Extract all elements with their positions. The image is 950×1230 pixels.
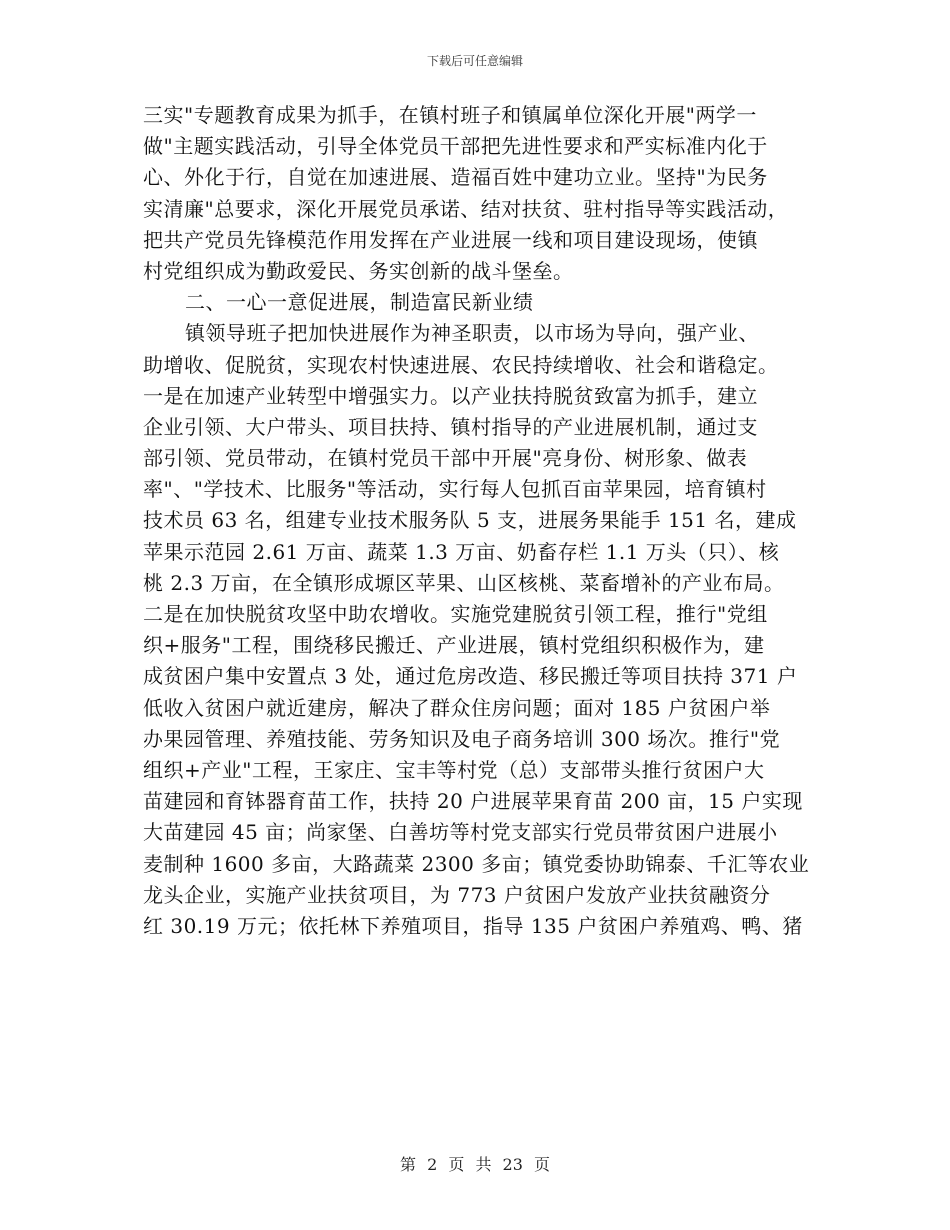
- text-line: 村党组织成为勤政爱民、务实创新的战斗堡垒。: [143, 258, 574, 283]
- text-line: 低收入贫困户就近建房，解决了群众住房问题；面对 185 户贫困户举: [143, 695, 771, 720]
- text-line: 心、外化于行，自觉在加速进展、造福百姓中建功立业。坚持"为民务: [143, 165, 768, 190]
- page-header: 下载后可任意编辑: [426, 54, 523, 68]
- text-line: 企业引领、大户带头、项目扶持、镇村指导的产业进展机制，通过支: [143, 414, 758, 439]
- text-line: 部引领、党员带动，在镇村党员干部中开展"亮身份、树形象、做表: [143, 446, 748, 471]
- text-line: 桃 2.3 万亩，在全镇形成塬区苹果、山区核桃、菜畜增补的产业布局。: [143, 570, 785, 595]
- page-number-footer: 第 2 页 共 23 页: [400, 1155, 550, 1174]
- text-line: 龙头企业，实施产业扶贫项目，为 773 户贫困户发放产业扶贫融资分: [143, 882, 771, 907]
- text-line: 技术员 63 名，组建专业技术服务队 5 支，进展务果能手 151 名，建成: [143, 508, 797, 533]
- text-line: 办果园管理、养殖技能、劳务知识及电子商务培训 300 场次。推行"党: [143, 726, 781, 751]
- text-line: 织+服务"工程，围绕移民搬迁、产业进展，镇村党组织积极作为，建: [143, 633, 765, 658]
- text-line: 率"、"学技术、比服务"等活动，实行每人包抓百亩苹果园，培育镇村: [143, 477, 767, 502]
- text-line: 一是在加速产业转型中增强实力。以产业扶持脱贫致富为抓手，建立: [143, 383, 758, 408]
- text-line: 助增收、促脱贫，实现农村快速进展、农民持续增收、社会和谐稳定。: [143, 352, 779, 377]
- text-line: 麦制种 1600 多亩，大路蔬菜 2300 多亩；镇党委协助锦泰、千汇等农业: [143, 851, 810, 876]
- text-line: 苗建园和育钵器育苗工作，扶持 20 户进展苹果育苗 200 亩，15 户实现: [143, 789, 803, 814]
- text-line: 三实"专题教育成果为抓手，在镇村班子和镇属单位深化开展"两学一: [143, 103, 757, 127]
- text-line: 把共产党员先锋模范作用发挥在产业进展一线和项目建设现场，使镇: [143, 227, 758, 252]
- text-line: 红 30.19 万元；依托林下养殖项目，指导 135 户贫困户养殖鸡、鸭、猪: [143, 913, 803, 938]
- text-line: 镇领导班子把加快进展作为神圣职责，以市场为导向，强产业、: [185, 321, 759, 346]
- text-line: 做"主题实践活动，引导全体党员干部把先进性要求和严实标准内化于: [143, 134, 768, 159]
- text-line: 实清廉"总要求，深化开展党员承诺、结对扶贫、驻村指导等实践活动，: [143, 196, 789, 221]
- document-body: [143, 100, 843, 942]
- text-line: 二是在加快脱贫攻坚中助农增收。实施党建脱贫引领工程，推行"党组: [143, 602, 768, 626]
- text-line: 苹果示范园 2.61 万亩、蔬菜 1.3 万亩、奶畜存栏 1.1 万头（只）、核: [143, 539, 780, 564]
- text-line: 成贫困户集中安置点 3 处，通过危房改造、移民搬迁等项目扶持 371 户: [143, 664, 798, 689]
- text-line: 组织+产业"工程，王家庄、宝丰等村党（总）支部带头推行贫困户大: [143, 757, 765, 782]
- text-line: 大苗建园 45 亩；尚家堡、白善坊等村党支部实行党员带贫困户进展小: [143, 820, 778, 845]
- section-heading: 二、一心一意促进展，制造富民新业绩: [185, 290, 534, 315]
